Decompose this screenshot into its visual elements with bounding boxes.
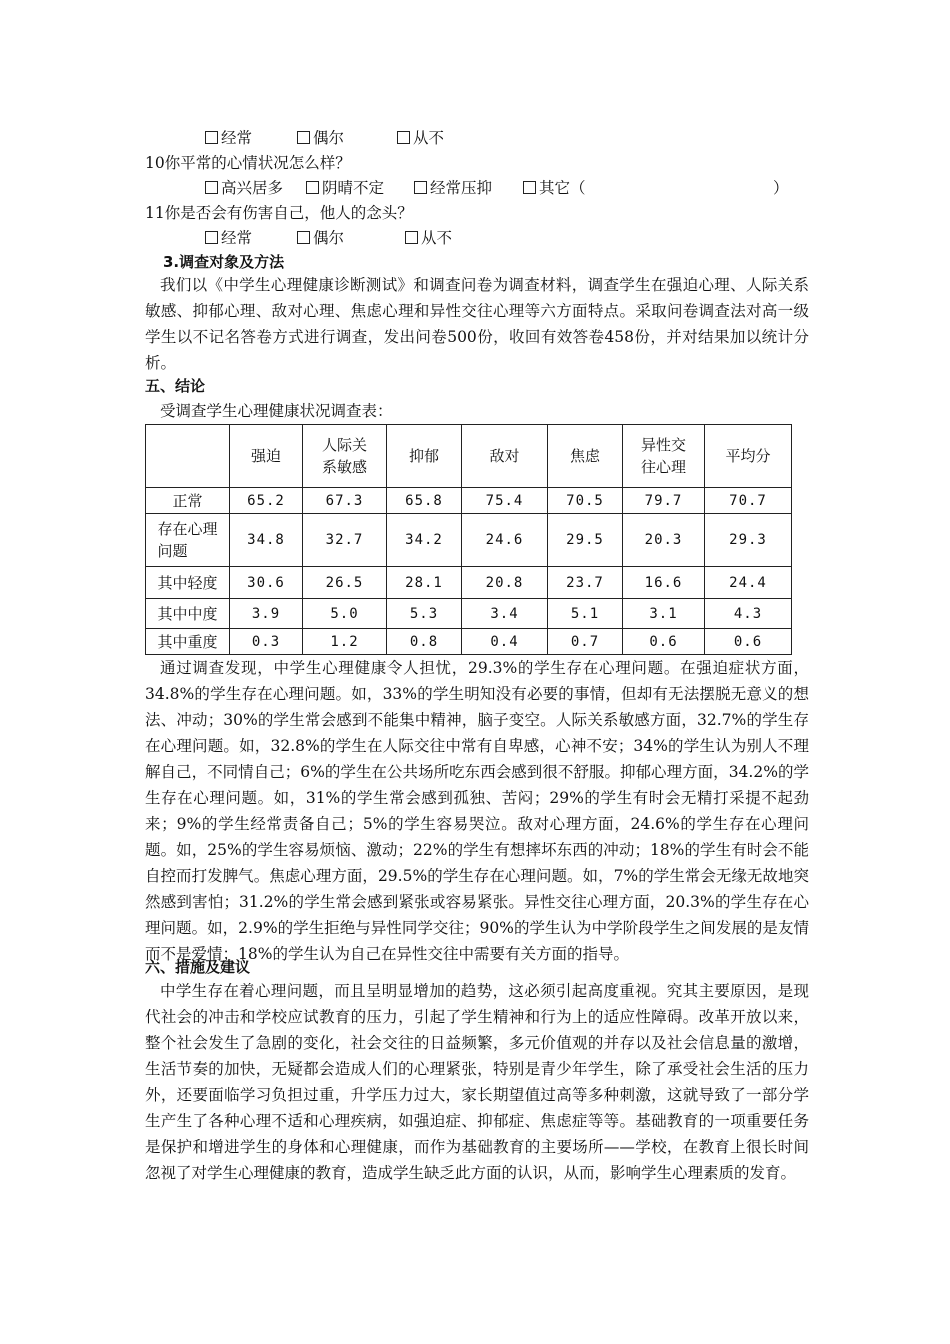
table-cell: 34.8 [230,514,303,567]
q10-other-close-paren: ） [773,179,789,197]
table-cell: 4.3 [705,599,792,629]
q11-option-sometimes[interactable]: 偶尔 [297,228,344,248]
checkbox-icon[interactable] [414,181,427,194]
table-cell: 23.7 [548,567,623,599]
q10-question: 10你平常的心情状况怎么样？ [145,154,351,172]
table-cell: 3.1 [623,599,705,629]
q10-option-happy[interactable]: 高兴居多 [205,178,283,198]
checkbox-icon[interactable] [205,231,218,244]
table-cell: 20.3 [623,514,705,567]
table-cell: 70.5 [548,488,623,514]
row-label: 其中重度 [146,629,230,655]
q10-option-moody[interactable]: 阴晴不定 [306,178,384,198]
table-cell: 0.6 [623,629,705,655]
q9-option-often[interactable]: 经常 [205,128,252,148]
header-cell-empty [146,425,230,488]
header-cell: 强迫 [230,425,303,488]
table-row [146,567,792,599]
table-cell: 24.6 [462,514,548,567]
q10-option-other[interactable]: 其它（ [523,178,586,198]
table-cell: 29.3 [705,514,792,567]
table-caption: 受调查学生心理健康状况调查表： [160,402,393,420]
header-cell: 敌对 [462,425,548,488]
table-cell: 75.4 [462,488,548,514]
table-cell: 5.1 [548,599,623,629]
section6-paragraph: 中学生存在着心理问题，而且呈明显增加的趋势，这必须引起高度重视。究其主要原因，是现代社会的冲击和学校应试教育的压力，引起了学生精神和行为上的适应性障碍。改革开放以来，整个社会发生了急剧的变化，社会交往的日益频繁，多元价值观的并存以及社会信息量的激增，生活节奏的加快，无疑都会造成人们的心理紧张，特别是青少年学生，除了承受社会生活的压力外，还要面临学习负担过重，升学压力过大，家长期望值过高等多种刺激，这就导致了一部分学生产生了各种心理不适和心理疾病，如强迫症、抑郁症、焦虑症等等。基础教育的一项重要任务是保护和增进学生的身体和心理健康，而作为基础教育的主要场所——学校，在教育上很长时间忽视了对学生心理健康的教育，造成学生缺乏此方面的认识，从而，影响学生心理素质的发育。 [145,982,809,1182]
table-cell: 0.6 [705,629,792,655]
table-row [146,514,792,567]
table-cell: 16.6 [623,567,705,599]
table-cell: 0.7 [548,629,623,655]
checkbox-icon[interactable] [297,131,310,144]
table-cell: 65.2 [230,488,303,514]
section3-heading: 3.调查对象及方法 [163,253,285,271]
table-row [146,629,792,655]
header-cell: 抑郁 [387,425,462,488]
q11-option-never[interactable]: 从不 [405,228,452,248]
table-cell: 32.7 [303,514,387,567]
row-label: 正常 [146,488,230,514]
table-cell: 0.8 [387,629,462,655]
section6-heading: 六、措施及建议 [145,958,251,976]
checkbox-icon[interactable] [205,181,218,194]
table-cell: 0.4 [462,629,548,655]
table-cell: 65.8 [387,488,462,514]
checkbox-icon[interactable] [397,131,410,144]
table-cell: 29.5 [548,514,623,567]
header-cell: 焦虑 [548,425,623,488]
checkbox-icon[interactable] [205,131,218,144]
table-cell: 5.0 [303,599,387,629]
table-cell: 30.6 [230,567,303,599]
checkbox-icon[interactable] [405,231,418,244]
table-header-row [146,425,792,488]
row-label: 存在心理问题 [146,514,230,567]
q9-option-never[interactable]: 从不 [397,128,444,148]
table-cell: 26.5 [303,567,387,599]
survey-table [145,424,792,655]
header-cell: 平均分 [705,425,792,488]
row-label: 其中中度 [146,599,230,629]
q10-option-depressed[interactable]: 经常压抑 [414,178,492,198]
q11-question: 11你是否会有伤害自己，他人的念头？ [145,204,413,222]
q11-option-often[interactable]: 经常 [205,228,252,248]
table-cell: 3.9 [230,599,303,629]
table-cell: 1.2 [303,629,387,655]
table-cell: 34.2 [387,514,462,567]
header-cell: 人际关系敏感 [303,425,387,488]
q9-option-sometimes[interactable]: 偶尔 [297,128,344,148]
checkbox-icon[interactable] [523,181,536,194]
table-cell: 0.3 [230,629,303,655]
table-cell: 70.7 [705,488,792,514]
row-label: 其中轻度 [146,567,230,599]
section3-paragraph: 我们以《中学生心理健康诊断测试》和调查问卷为调查材料，调查学生在强迫心理、人际关系敏感、抑郁心理、敌对心理、焦虑心理和异性交往心理等六方面特点。采取问卷调查法对高一级学生以不记名答卷方式进行调查，发出问卷500份，收回有效答卷458份，并对结果加以统计分析。 [145,276,809,372]
table-row [146,488,792,514]
table-cell: 20.8 [462,567,548,599]
section5-paragraph: 通过调查发现，中学生心理健康令人担忧，29.3%的学生存在心理问题。在强迫症状方面，34.8%的学生存在心理问题。如，33%的学生明知没有必要的事情，但却有无法摆脱无意义的想法、冲动；30%的学生常会感到不能集中精神，脑子变空。人际关系敏感方面，32.7%的学生存在心理问题。如，32.8%的学生在人际交往中常有自卑感，心神不安；34%的学生认为别人不理解自己，不同情自己；6%的学生在公共场所吃东西会感到很不舒服。抑郁心理方面，34.2%的学生存在心理问题。如，31%的学生常会感到孤独、苦闷；29%的学生有时会无精打采提不起劲来；9%的学生经常责备自己；5%的学生容易哭泣。敌对心理方面，24.6%的学生存在心理问题。如，25%的学生容易烦恼、激动；22%的学生有想摔坏东西的冲动；18%的学生有时会不能自控而打发脾气。焦虑心理方面，29.5%的学生存在心理问题。如，7%的学生常会无缘无故地突然感到害怕；31.2%的学生常会感到紧张或容易紧张。异性交往心理方面，20.3%的学生存在心理问题。如，2.9%的学生拒绝与异性同学交往；90%的学生认为中学阶段学生之间发展的是友情而不是爱情；18%的学生认为自己在异性交往中需要有关方面的指导。 [145,659,809,963]
table-cell: 24.4 [705,567,792,599]
table-cell: 28.1 [387,567,462,599]
table-row [146,599,792,629]
table-cell: 3.4 [462,599,548,629]
checkbox-icon[interactable] [306,181,319,194]
checkbox-icon[interactable] [297,231,310,244]
table-cell: 67.3 [303,488,387,514]
table-cell: 79.7 [623,488,705,514]
section5-heading: 五、结论 [145,377,206,395]
header-cell: 异性交往心理 [623,425,705,488]
table-cell: 5.3 [387,599,462,629]
